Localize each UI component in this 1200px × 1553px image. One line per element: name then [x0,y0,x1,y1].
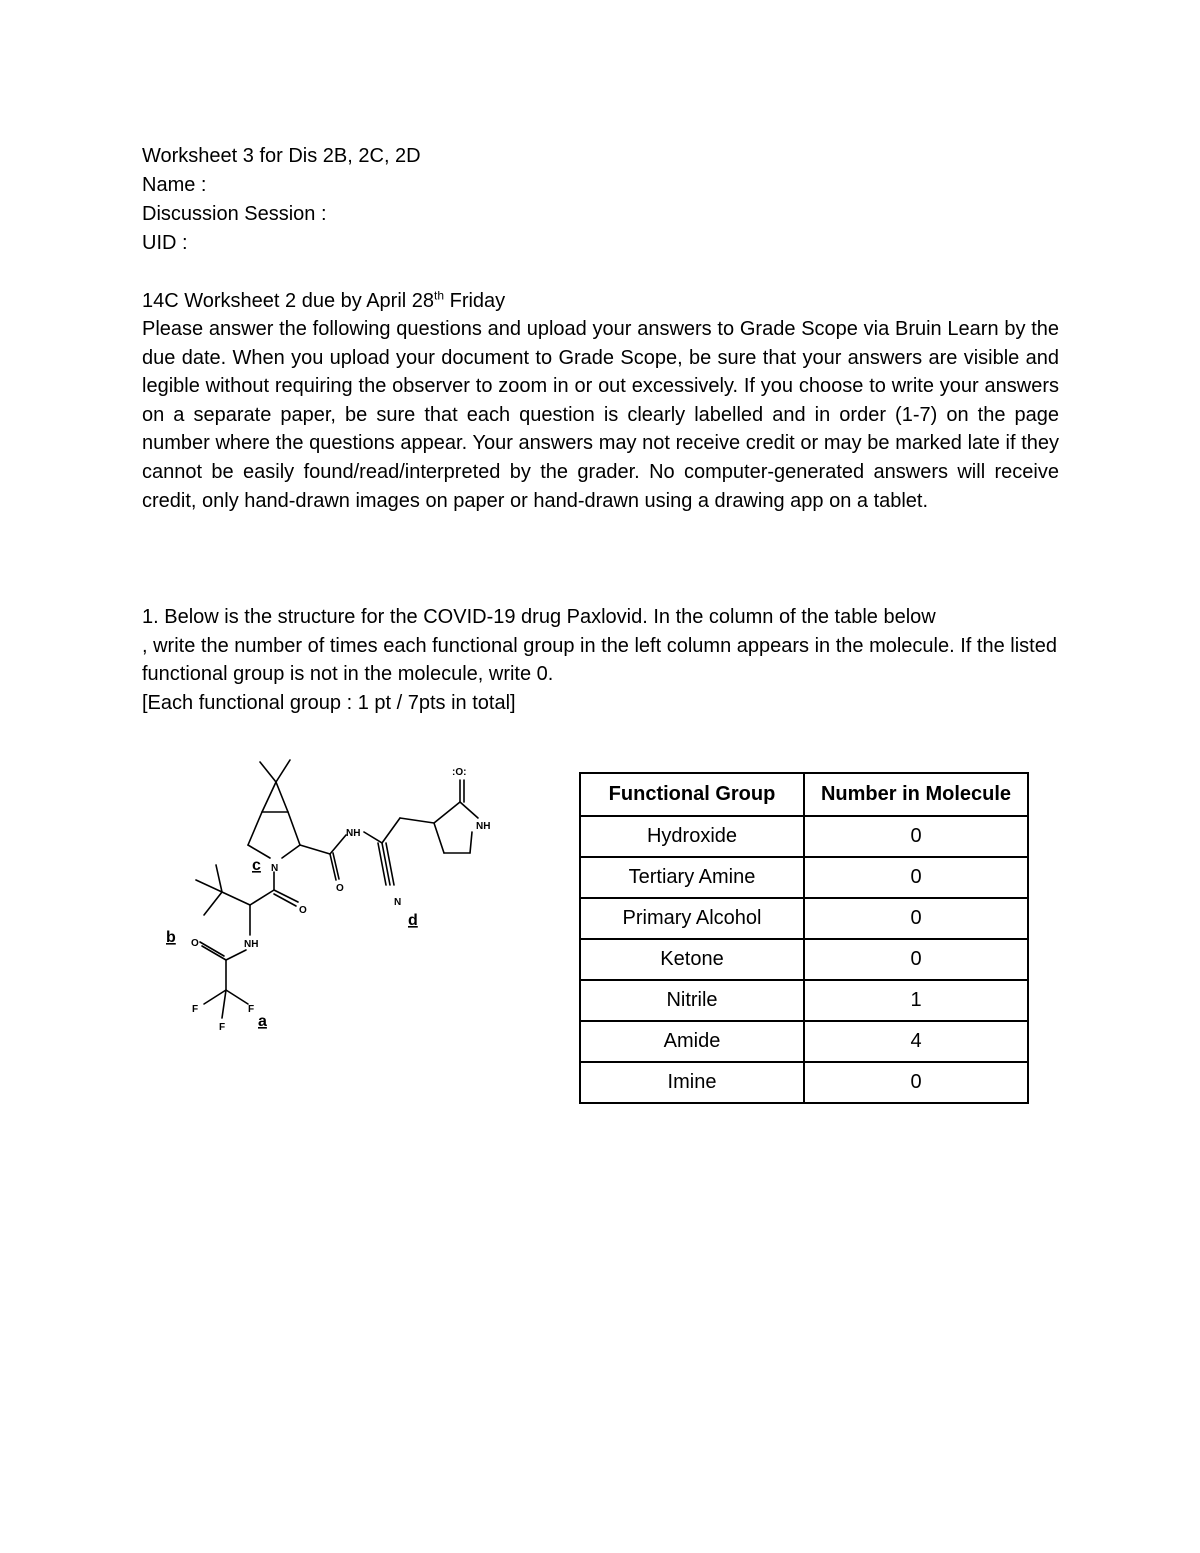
worksheet-title: Worksheet 3 for Dis 2B, 2C, 2D [142,145,421,167]
functional-group-table [579,772,1029,1104]
table-header-row [580,773,1028,816]
due-prefix: 14C Worksheet 2 due by April 28 [142,290,435,312]
group-cell: Amide [580,1021,804,1062]
table-row [580,898,1028,939]
label-nh-amide: NH [346,828,361,839]
name-label: Name : [142,174,207,196]
label-f2: F [248,1004,255,1015]
count-cell: 0 [804,857,1028,898]
label-nh-ring: NH [476,821,491,832]
group-cell: Ketone [580,939,804,980]
session-label: Discussion Session : [142,203,327,225]
header-block [142,142,421,258]
question-1-points: [Each functional group : 1 pt / 7pts in total] [142,691,516,714]
label-n-nitrile: N [394,897,402,908]
count-cell: 0 [804,939,1028,980]
table-row [580,816,1028,857]
label-nh-lower: NH [244,939,259,950]
label-a: a [258,1013,267,1030]
group-cell: Nitrile [580,980,804,1021]
due-suffix: Friday [444,290,506,312]
header-functional-group: Functional Group [580,773,804,816]
label-f1: F [192,1004,199,1015]
label-o-mid: O [336,883,344,894]
uid-label: UID : [142,232,188,254]
group-cell: Imine [580,1062,804,1103]
count-cell: 0 [804,898,1028,939]
question-1 [142,603,1059,717]
label-f3: F [219,1022,226,1033]
label-d: d [408,912,418,929]
count-cell: 4 [804,1021,1028,1062]
table-row [580,939,1028,980]
label-n-ring: N [271,863,279,874]
table-row [580,1021,1028,1062]
paxlovid-structure [160,750,520,1050]
count-cell: 0 [804,816,1028,857]
table-row [580,857,1028,898]
due-date-line [142,287,505,316]
label-c: c [252,857,261,874]
table-row [580,980,1028,1021]
label-o-second: O [299,905,307,916]
label-o-left: O [191,938,199,949]
instructions-paragraph: Please answer the following questions and upload your answers to Grade Scope via Bruin Learn by the due date. When you upload your document to Grade Scope, be sure that your answers are visible and legible without requiring the observer to zoom in or out excessively. If you choose to write your answers on a separate paper, be sure that each question is clearly labelled and in order (1-7) on the page number where the questions appear. Your answers may not receive credit or may be marked late if they cannot be easily found/read/interpreted by the grader. No computer-generated answers will receive credit, only hand-drawn images on paper or hand-drawn using a drawing app on a tablet. [142,318,1059,512]
due-superscript: th [434,288,445,303]
count-cell: 0 [804,1062,1028,1103]
count-cell: 1 [804,980,1028,1021]
group-cell: Tertiary Amine [580,857,804,898]
header-number-in-molecule: Number in Molecule [804,773,1028,816]
label-o-top: :O: [452,767,467,778]
group-cell: Hydroxide [580,816,804,857]
question-1-line-1: 1. Below is the structure for the COVID-19 drug Paxlovid. In the column of the table below [142,606,936,628]
question-1-line-2: , write the number of times each functional group in the left column appears in the molecule. If the listed functional group is not in the molecule, write 0. [142,634,1057,686]
group-cell: Primary Alcohol [580,898,804,939]
table-row [580,1062,1028,1103]
label-b: b [166,929,176,946]
